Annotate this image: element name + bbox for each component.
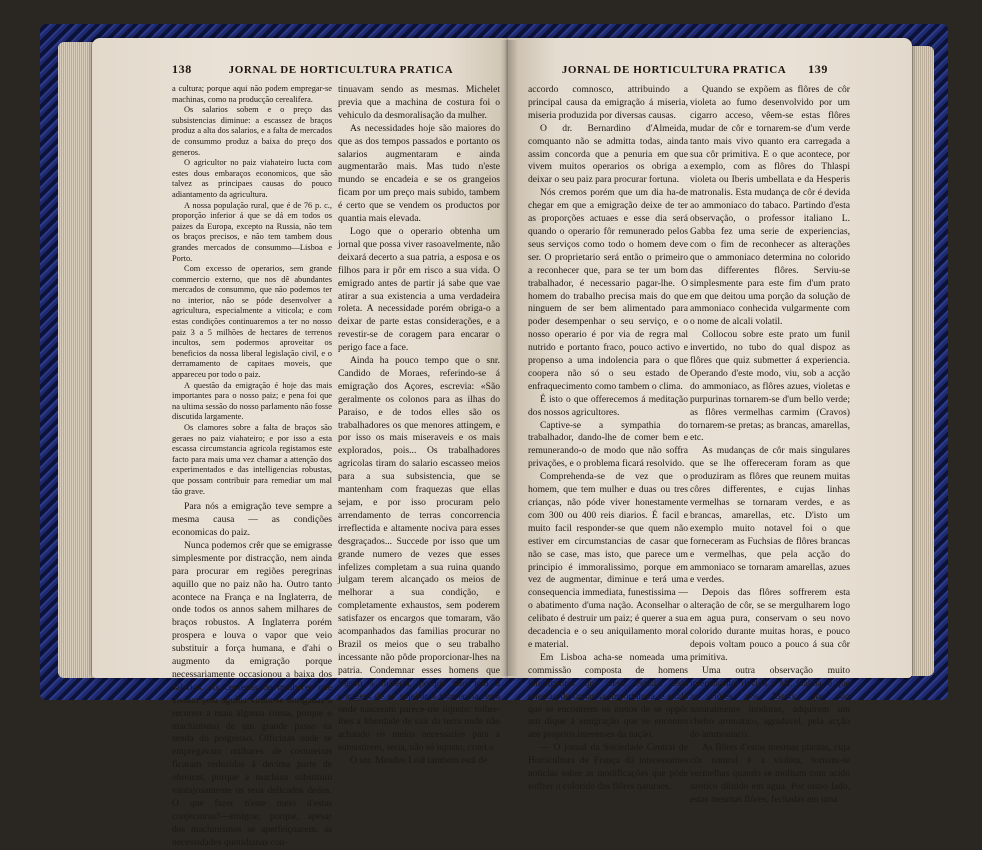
left-running-title: JORNAL DE HORTICULTURA PRATICA <box>228 64 454 76</box>
paragraph: Comprehenda-se de vez que o homem, que tem mulher e duas ou tres crianças, não póde viver honestamente com 300 ou 400 reis diarios. É facil e muito facil responder-se que quem não estiver em circumstancias de casar que não se case, mas isto, que parece um principio é immoralissimo, porque em vez de augmentar, diminue e terá uma consequencia immediata, funestissima — o abatimento d'uma nação. Aconselhar o celibato é destruir um paiz; é querer a sua decadencia e o seu aniquilamento moral e material. <box>528 471 688 650</box>
paragraph: Ainda ha pouco tempo que o snr. Candido de Moraes, referindo-se á emigração dos Açores, escrevia: «São geralmente os colonos para as ilhas do Paraiso, e de todos elles são os trabalhadores os que menores attingem, e por isso os mais miseraveis e os mais explorados, pois... Os trabalhadores agricolas tiram do salario escasseo meios para a sua subsistencia, que se mantenham com fraquezas que ellas sejam, e por isso procuram pelo arrendamento de terras concorrencia irreflectida e altamente nociva para esses desgraçados... Succede por isso que um grande numero de vezes que esses infelizes completam a sua ruina quando julgam terem alcançado os meios de melhorar a sua condição, e completamente exhaustos, sem poderem satisfazer os encargos que tomaram, vão acompanhados das familias procurar no Brazil os meios que o seu trabalho incessante não pôde proporcionar-lhes na patria. Condemnar esses homens que fogem á miseria, porque não tem a coragem de se sujeitar a morrer na terra onde nasceram parece-me injusto: tolher-lhes a liberdade de sair da terra onde não achando os meios necessarios para a subsistirem, seria, não só injusto, cruel.» <box>338 355 500 754</box>
paragraph: Para nós a emigração teve sempre a mesma causa — as condições economicas do paiz. <box>172 501 332 538</box>
paragraph: Quando se expõem as flôres de côr violeta ao fumo desenvolvido por um cigarro acceso, vêem-se estas flôres mudar de côr e tornarem-se d'um verde tanto mais vivo quanto era carregada a sua côr primitiva. E o que acontece, por exemplo, com as flôres do Thlaspi violeta ou Iberis umbellata e da Hesperis matronalis. Esta mudança de côr é devida ao ammoniaco do tabaco. Partindo d'esta observação, o professor italiano L. Gabba fez uma serie de experiencias, com o fim de reconhecer as alterações que o ammoniaco determina no colorido das differentes flôres. Serviu-se simplesmente para este fim d'um prato em que deitou uma porção da solução de ammoniaco conhecida vulgarmente com o nome de alcali volatil. <box>690 84 850 328</box>
left-page-number: 138 <box>172 62 192 76</box>
paragraph: Logo que o operario obtenha um jornal que possa viver rasoavelmente, não deixará decerto a sua patria, a esposa e os filhos para ir pôr em risco a sua vida. O emigrado antes de partir já sabe que vae atirar a sua existencia a uma verdadeira roleta. A necessidade porém obriga-o a deixar de parte estas considerações, e a revestir-se de coragem para encarar o perigo face a face. <box>338 225 500 354</box>
paragraph: Captive-se a sympathia do trabalhador, dando-lhe de comer bem e remunerando-o de modo que não soffra privações, e o problema ficará resolvido. <box>528 419 688 470</box>
paragraph: É isto o que offerecemos á meditação dos nossos agricultores. <box>528 393 688 418</box>
right-page-header <box>528 62 828 77</box>
paragraph: As mudanças de côr mais singulares que se lhe offereceram foram as que produziram as flôres que reunem muitas côres differentes, e cujas linhas vermelhas se tornaram verdes, e as brancas, amarellas, etc. D'isto um exemplo muito notavel foi o que forneceram as Fuchsias de flôres brancas e vermelhas, que pela acção do ammoniaco se tornaram amarellas, azues e verdes. <box>690 445 850 586</box>
paragraph: Depois das flôres soffrerem esta alteração de côr, se se mergulharem logo em agua pura, conservam o seu novo colorido durante muitas horas, e pouco depois voltam pouco a pouco á sua côr primitiva. <box>690 587 850 663</box>
right-column-1 <box>528 84 688 792</box>
paragraph: A questão da emigração é hoje das mais importantes para o nosso paiz; e pena foi que na ultima sessão do nosso parlamento não fosse discutida largamente. <box>172 380 332 422</box>
left-column-1 <box>172 84 332 848</box>
paragraph: Nunca podemos crêr que se emigrasse simplesmente por distracção, nem ainda para procurar em regiões peregrinas aquillo que no paiz não ha. Outro tanto acontece na França e na Inglaterra, de onde todos os annos sahem milhares de braços robustos. A Inglaterra porém prospera e louva o vapor que veio substituir a força humana, e d'ahi o augmento da emigração porque necessariamente occasionou a baixa dos salarios. As centenas de mulheres que viviam pela agulha viram-se obrigadas a recorrer a mais alguma cousa, porque o machinismo de um grande passo na senda do progresso. Officinas onde se empregavam milhares de costureiras ficaram reduzidas á decima parte de obreiras, porque a machina substituiu vantajosamente os seus delicados dedos. O que fazer n'este meio d'estas conjecturas?—emigrar, porque, apesar dos machinismos se aperfeiçoarem, as necessidades quotidianas con- <box>172 539 332 848</box>
paragraph: Collocou sobre este prato um funil invertido, no tubo do qual dispoz as flôres que quiz submetter á experiencia. Operando d'este modo, viu, sob a acção do ammoniaco, as flôres azues, violetas e purpurinas tornarem-se d'um bello verde; as flôres vermelhas carmim (Cravos) tornarem-se pretas; as brancas, amarellas, etc. <box>690 329 850 444</box>
paragraph: Nós cremos porém que um dia ha-de chegar em que a emigração deixe de ter as proporções actuaes e esse dia será quando o operario fôr remunerado pelos seus serviços como todo o homem deve ser. O proprietario será então o primeiro a reconhecer que, para se ter um bom trabalhador, é necessario pagar-lhe. O homem do trabalho precisa mais do que ninguem de ser bem alimentado para poder desempenhar o seu serviço, e o nosso operario é por via de regra mal nutrido e portanto fraco, pouco activo e propenso a uma indolencia para o que coopera não só o seu estado de enfraquecimento como tambem o clima. <box>528 187 688 392</box>
paragraph: As flôres d'estas mesmas plantas, cuja côr natural é a violeta, tornam-se vermelhas quando se molham com acido azotico diluido em agua. Por outro lado, estas mesmas flôres, fechadas em uma <box>690 742 850 805</box>
left-column-2 <box>338 84 500 767</box>
paragraph: tinuavam sendo as mesmas. Michelet previa que a machina de costura foi o vehiculo da desmoralisação da mulher. <box>338 84 500 121</box>
left-page-header <box>172 62 502 77</box>
paragraph: As necessidades hoje são maiores do que as dos tempos passados e portanto os salarios augmentaram e ainda augmentarão mais. Mas tudo n'este mundo se encadeia e se os grangeios ficam por um preço mais subido, tambem é certo que se vendem os productos por quantia mais elevada. <box>338 122 500 225</box>
paragraph: A nossa população rural, que é de 76 p. c., proporção inferior á que se dá em todos os paizes da Europa, excepto na Russia, não tem os braços precisos, e não tem tambem dous grandes mercados de consummo—Lisboa e Porto. <box>172 200 332 263</box>
paragraph: — O jornal da Sociedade Central de Horticultura de França dá interessantes noticias sobre as modificações que póde soffrer o colorido das flôres naturaes. <box>528 742 688 792</box>
paragraph: O agricultor no paiz viahateiro lucta com estes dous embaraços economicos, que são talvez as principaes causas do pouco adiantamento da agricultura. <box>172 158 332 199</box>
paragraph: Com excesso de operarios, sem grande commercio externo, que nos dê abundantes mercados de consummo, que não podemos ter no interior, não se póde desenvolver a agricultura, especialmente a viticola; e com estas condições continuaremos a ter no nosso paiz 3 a 5 milhões de hectares de terrenos incultos, sem podermos aproveitar os beneficios da nossa liberal legislação civil, e o derramamento de capitaes moveis, que appareceu por todo o paiz. <box>172 264 332 380</box>
paragraph: O snr. Mendes Leal tambem está de <box>350 755 488 767</box>
paragraph: accordo comnosco, attribuindo a principal causa da emigração á miseria, miseria produzida por diversas causas. <box>528 84 688 121</box>
paragraph: Os clamores sobre a falta de braços são geraes no paiz viahateiro; e por isso a esta escassa circumstancia agricola registamos este facto para mais uma vez chamar a attenção dos experimentados e das intelligencias robustas, que possam contribuir para remediar um mal tão grave. <box>172 423 332 496</box>
paragraph: Uma outra observação muito interessante, devida a Mr. Gabba, é que as flôres dos Asters, que são naturalmente inodoras, adquirem um cheiro aromatico, agradavel, pela acção do ammoniaco. <box>690 664 850 741</box>
right-page-number: 139 <box>808 62 828 76</box>
book-gutter <box>500 40 518 676</box>
right-running-title: JORNAL DE HORTICULTURA PRATICA <box>561 64 787 76</box>
paragraph: Em Lisboa acha-se nomeada uma commissão composta de homens intelligentes que deve estudar esta questão de tamanha importancia, e exalá que se encontrem os meios de se oppôr um dique á emigração que se encontro aos proprios interesses da nação. <box>528 651 688 741</box>
paragraph: O dr. Bernardino d'Almeida, comquanto não se admitta todas, ainda assim concorda que a penuria em que vivem muitos operarios os obriga a deixar o seu paiz para procurar fortuna. <box>528 122 688 186</box>
paragraph: Os salarios sobem e o preço das subsistencias diminue: a escassez de braços produz a alta dos salarios, e a falta de mercados de consummo produz a baixa do preço dos generos. <box>172 105 332 157</box>
paragraph: a cultura; porque aqui não podem empregar-se machinas, como na producção cerealifera. <box>172 84 332 104</box>
right-column-2 <box>690 84 850 805</box>
